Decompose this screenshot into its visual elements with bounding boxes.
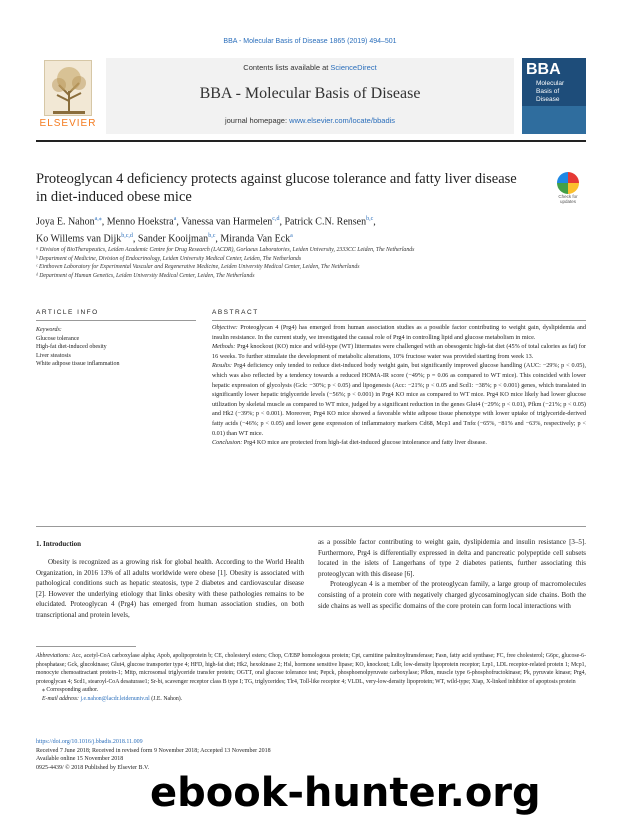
sciencedirect-link[interactable]: ScienceDirect — [330, 63, 377, 72]
email-label: E-mail address: — [42, 695, 79, 702]
abstract-objective — [212, 323, 586, 342]
objective-text: Proteoglycan 4 (Prg4) has emerged from human association studies as a possible factor contributing to weight gain, dyslipidemia and insulin resistance. In the current study, we investigated the causal role of Prg4 in controlling lipid and glucose metabolism in mice. — [212, 324, 586, 341]
crossmark-icon — [557, 172, 579, 194]
results-text: Prg4 deficiency only tended to reduce diet-induced body weight gain, but significantly improved glucose handling (AUC: −29%; p < 0.05), which was also reflected by a tendency towards a reduced HOMA-IR score (−49%; p = 0.06 as compared to WT mice). This coincided with lower hepatic expression of glycolysis (Gck: −30%; p < 0.05) and lipogenesis (Acc: −21%; p < 0.05 and Scd1: −38%; p < 0.001) genes, which translated in significantly lower hepatic triglyceride levels (−56%; p < 0.001) in Prg4 KO mice as compared to WT mice. Prg4 KO mice likely had lower glucose utilization by skeletal muscle as compared to WT mice, judged by a significant reduction in the genes Glut4 (−29%; p < 0.01), Pfkm (−21%; p < 0.05) and Hk2 (−39%; p < 0.001). Moreover, Prg4 KO mice showed a favorable white adipose tissue phenotype with lower uptake of triglyceride-derived fatty acids (−46%; p < 0.05) and lower gene expression of inflammatory markers Cd68, Mcp1 and Tnfα (−65%, −81% and −63%, respectively; p < 0.01) than WT mice. — [212, 362, 586, 437]
affiliation-item: ᵇ Department of Medicine, Division of Endocrinology, Leiden University Medical Center, Leiden, The Netherlands — [36, 255, 302, 262]
corresponding-author-note: ⁎ Corresponding author. — [42, 687, 99, 694]
cover-title: BBA — [526, 61, 561, 78]
abbreviations-text: Acc, acetyl-CoA carboxylase alpha; Apob, apolipoprotein b; CE, cholesteryl esters; Chop, C/EBP homologous protein; Cpt, carnitine palmitoyltransferase; Fasn, fatty acid synthase; FC, free cholesterol; G6pc, glucose-6-phosphatase; Gck, glucokinase; Glut4, glucose transporter type 4; HFD, high-fat diet; Hk2, hexokinase 2; Hsl, hormone sensitive lipase; KO, knockout; Ldlr, low-density lipoprotein receptor; Lrp1, LDL receptor-related protein 1; Mcp1, monocyte chemoattractant protein-1; Mttp, microsomal triglyceride transfer protein; OGTT, oral glucose tolerance test; Pepck, phosphoenolpyruvate carboxylase; Pfkm, muscle type 6-phosphofructokinase; Pk, pyruvate kinase; Prg4, proteoglycan 4; Scd1, stearoyl-CoA desaturase1; Sr-bi, scavenger receptor class B type I; TG, triglycerides; Tlr4, Toll-like receptor 4; VLDL, very-low-density lipoprotein; WT, wild-type; Xiap, X-linked inhibitor of apoptosis protein — [36, 653, 586, 685]
abstract-conclusion — [212, 438, 586, 448]
methods-text: Prg4 knockout (KO) mice and wild-type (WT) littermates were challenged with an obesogenic high-fat diet (45% of total calories as fat) for 16 weeks. To further stimulate the development of metabolic alterations, 10% fructose water was provided starting from week 13. — [212, 343, 586, 360]
affiliation-item: ᶜ Einthoven Laboratory for Experimental Vascular and Regenerative Medicine, Leiden University Medical Center, Leiden, The Netherlands — [36, 264, 360, 271]
intro-right-column — [318, 537, 586, 611]
abbreviations-label: Abbreviations: — [36, 653, 71, 659]
keyword-item: Glucose tolerance — [36, 335, 80, 342]
header-divider — [36, 140, 586, 142]
article-title: Proteoglycan 4 deficiency protects against glucose tolerance and fatty liver disease in diet-induced obese mice — [36, 171, 517, 205]
section-heading-introduction: 1. Introduction — [36, 540, 81, 548]
intro-paragraph: Proteoglycan 4 is a member of the proteoglycan family, a large group of macromolecules consisting of a protein core with negatively charged glycosaminoglycan side chains. Both the side chains as well as specific domains of the core protein can form local interactions with — [318, 580, 586, 610]
keywords-label: Keywords: — [36, 327, 62, 333]
crossmark-label-line: Check for — [558, 194, 578, 199]
journal-title: BBA - Molecular Basis of Disease — [199, 85, 421, 102]
footnotes — [36, 652, 586, 704]
intro-paragraph: as a possible factor contributing to weight gain, dyslipidemia and insulin resistance [3–5]. Furthermore, Prg4 is differentially expressed in delta and pancreatic polypeptide cell subsets located in the islets of Langerhans of type 2 diabetes patients, further associating this proteoglycan with this disease [6]. — [318, 538, 586, 578]
email-footnote — [36, 695, 586, 704]
homepage-link[interactable]: www.elsevier.com/locate/bbadis — [289, 116, 396, 125]
affiliations — [36, 246, 586, 280]
affiliation-item: ᵃ Division of BioTherapeutics, Leiden Academic Centre for Drug Research (LACDR), Gorlaeus Laboratories, Leiden University, 2333CC Leiden, The Netherlands — [36, 247, 415, 253]
author-name[interactable]: Miranda Van Eck — [220, 233, 291, 245]
cover-subtitle-line: Basis of — [536, 88, 560, 95]
header-band — [106, 58, 514, 134]
author-name[interactable]: Sander Kooijman — [137, 233, 209, 245]
crossmark-label — [554, 194, 582, 204]
author-affil: a,⁎ — [94, 216, 102, 222]
crossmark-badge[interactable] — [554, 172, 582, 204]
journal-cover — [522, 58, 586, 134]
abstract-methods — [212, 342, 586, 361]
author-list: Joya E. Nahon$^{a,⁎}$, Menno Hoekstra$^a$, Vanessa van Harmelen$^{c,d}$, Patrick C.N. Rensen$^{b,c}$, Ko Willems van Dijk$^{b,c,d}$, Sander Kooijman$^{b,c}$, Miranda Van Eck$^a$ — [36, 216, 376, 245]
author-affil: a — [290, 233, 293, 240]
elsevier-tree-icon — [44, 60, 92, 116]
author-affil: b,c — [208, 233, 216, 240]
author-name[interactable]: Vanessa van Harmelen — [181, 216, 273, 228]
article-info-rule — [36, 320, 196, 321]
article-info-heading: ARTICLE INFO — [36, 309, 99, 316]
intro-paragraph: Obesity is recognized as a growing risk for global health. According to the World Health Organization, in 2016 13% of all adults worldwide were obese [1]. Obesity is associated with pathological conditions such as hepatic steatosis, type 2 diabetes and cardiovascular disease [2]. However the underlying etiology that links obesity with these pathologies remains to be elucidated. Proteoglycan 4 (Prg4) has emerged from human association studies, on both transcriptional and protein levels, — [36, 558, 304, 619]
abstract-rule — [212, 320, 586, 321]
crossmark-label-line: updates — [559, 199, 576, 204]
copyright-line: 0925-4439/ © 2018 Published by Elsevier B.V. — [36, 764, 150, 771]
cover-subtitle-line: Molecular — [536, 80, 565, 87]
received-dates: Received 7 June 2018; Received in revised form 9 November 2018; Accepted 13 November 2018 — [36, 747, 271, 754]
intro-left-column — [36, 557, 304, 621]
email-link[interactable]: j.e.nahon@lacdr.leidenuniv.nl — [80, 695, 150, 702]
cover-image — [522, 106, 586, 134]
article-history — [36, 738, 336, 772]
footnote-rule — [36, 646, 136, 647]
abstract-results — [212, 361, 586, 438]
available-online: Available online 15 November 2018 — [36, 756, 124, 763]
affiliation-item: ᵈ Department of Human Genetics, Leiden University Medical Center, Leiden, The Netherlands — [36, 272, 255, 279]
keyword-item: Liver steatosis — [36, 352, 71, 359]
conclusion-label: Conclusion: — [212, 439, 243, 447]
elsevier-logo — [36, 58, 100, 134]
abstract-heading: ABSTRACT — [212, 309, 259, 316]
abbreviations-footnote — [36, 652, 586, 686]
conclusion-text: Prg4 KO mice are protected from high-fat diet-induced glucose intolerance and fatty liver disease. — [242, 439, 487, 447]
author-name[interactable]: Joya E. Nahon — [36, 216, 95, 228]
methods-label: Methods: — [212, 343, 236, 351]
homepage-line — [106, 116, 514, 125]
results-label: Results: — [212, 362, 232, 370]
email-suffix: (J.E. Nahon). — [149, 695, 183, 702]
abstract-body — [212, 323, 586, 448]
journal-citation-link[interactable]: BBA - Molecular Basis of Disease 1865 (2019) 494–501 — [223, 38, 397, 45]
author-affil: c,d — [272, 216, 280, 222]
keywords-block — [36, 326, 196, 369]
author-affil: b,c — [366, 216, 374, 222]
keyword-item: High-fat diet-induced obesity — [36, 344, 107, 350]
watermark-text: ebook-hunter.org — [150, 770, 541, 816]
objective-label: Objective: — [212, 324, 238, 331]
homepage-prefix: journal homepage: — [224, 116, 290, 125]
doi-link[interactable]: https://doi.org/10.1016/j.bbadis.2018.11.009 — [36, 739, 143, 745]
author-affil: a — [173, 216, 177, 222]
author-name[interactable]: Ko Willems van Dijk — [36, 233, 122, 245]
abstract-bottom-rule — [36, 526, 586, 527]
contents-line — [106, 63, 514, 72]
journal-header — [36, 58, 586, 134]
cover-subtitle-line: Disease — [536, 96, 560, 103]
cover-subtitle — [536, 80, 564, 104]
contents-prefix: Contents lists available at — [243, 63, 331, 72]
keyword-item: White adipose tissue inflammation — [36, 361, 120, 367]
author-name[interactable]: Menno Hoekstra — [106, 216, 174, 228]
author-name[interactable]: Patrick C.N. Rensen — [284, 216, 367, 228]
author-affil: b,c,d — [121, 233, 133, 240]
elsevier-wordmark: ELSEVIER — [39, 118, 97, 129]
